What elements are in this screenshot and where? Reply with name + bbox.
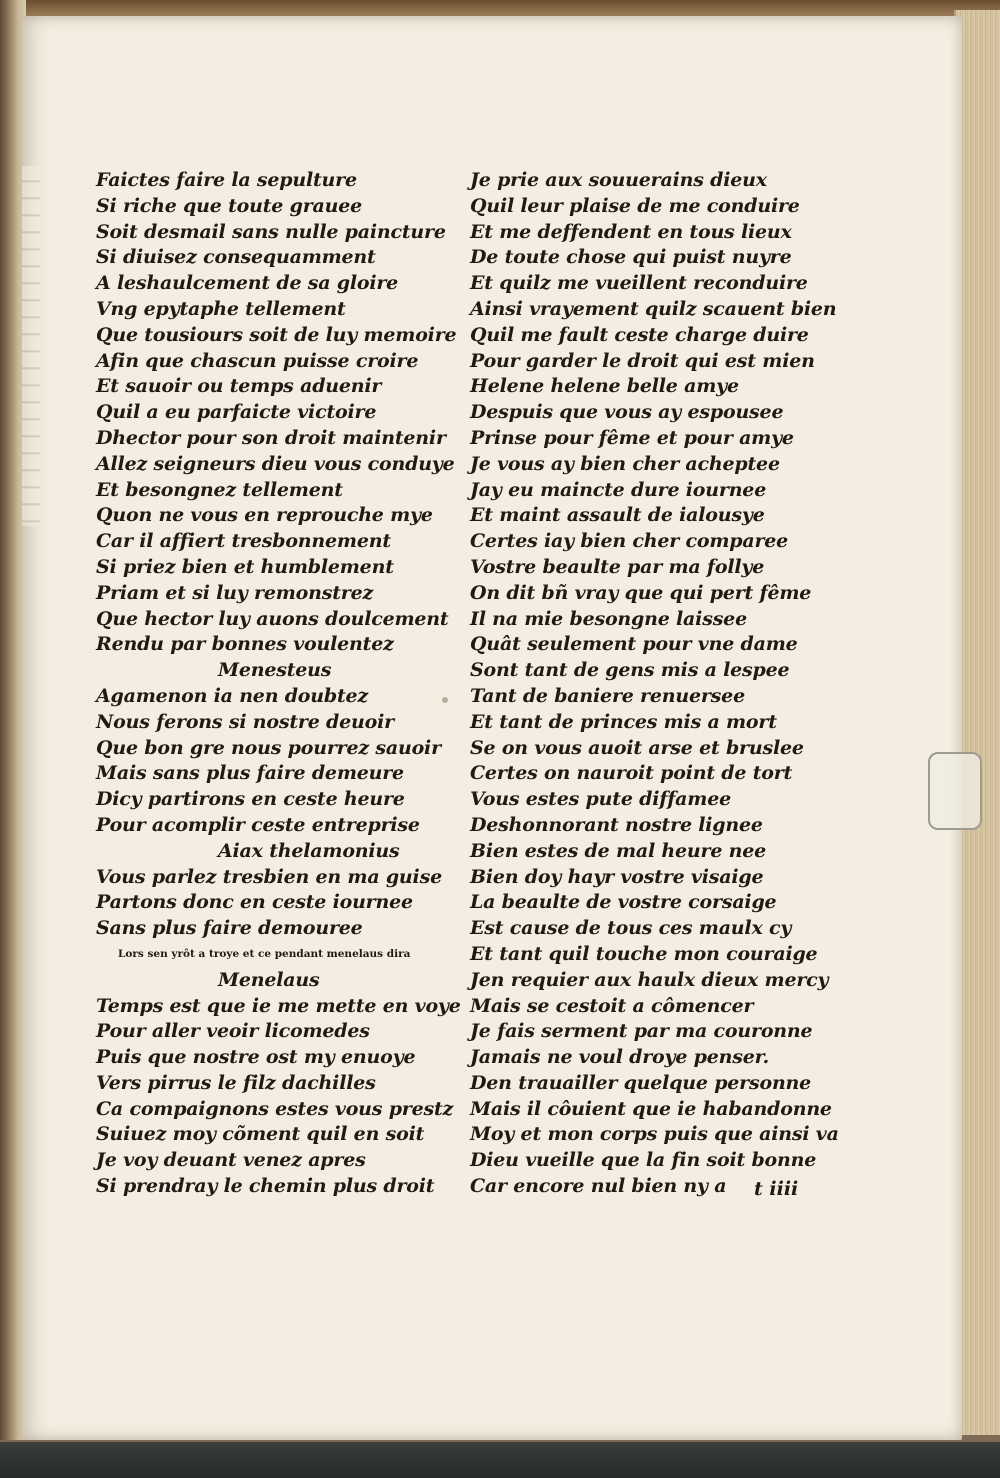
verse-line: Et me deffendent en tous lieux — [470, 220, 792, 243]
verse-line: Pour garder le droit qui est mien — [470, 349, 815, 372]
verse-line: Jamais ne voul droye penser. — [470, 1046, 770, 1069]
verse-line: Quil me fault ceste charge duire — [470, 323, 809, 346]
signature-mark: t iiii — [754, 1178, 799, 1200]
speaker-name: Menesteus — [218, 659, 332, 682]
verse-line: Quât seulement pour vne dame — [470, 633, 798, 656]
verse-line: Mais sans plus faire demeure — [96, 762, 404, 785]
verse-line: Et maint assault de ialousye — [470, 504, 765, 527]
verse-line: Certes on nauroit point de tort — [470, 762, 793, 785]
verse-line: Vous parlez tresbien en ma guise — [96, 865, 442, 888]
verse-line: Dieu vueille que la fin soit bonne — [470, 1149, 817, 1172]
verse-line: Vostre beaulte par ma follye — [470, 555, 765, 578]
verse-line: Jen requier aux haulx dieux mercy — [470, 968, 829, 991]
verse-line: Bien doy hayr vostre visaige — [470, 865, 764, 888]
verse-line: Si prendray le chemin plus droit — [96, 1175, 435, 1198]
verse-line: A leshaulcement de sa gloire — [96, 272, 399, 295]
verse-line: Que bon gre nous pourrez sauoir — [96, 736, 441, 759]
verse-line: Tant de baniere renuersee — [470, 684, 745, 707]
verse-line: Despuis que vous ay espousee — [470, 401, 784, 424]
verse-line: Ainsi vrayement quilz scauent bien — [470, 297, 837, 320]
verse-line: La beaulte de vostre corsaige — [470, 891, 777, 914]
verse-line: Prinse pour fême et pour amye — [470, 426, 794, 449]
verse-line: Soit desmail sans nulle paincture — [96, 220, 446, 243]
verse-line: Temps est que ie me mette en voye — [96, 994, 461, 1017]
verse-line: Ca compaignons estes vous prestz — [96, 1097, 454, 1120]
verse-line: De toute chose qui puist nuyre — [470, 246, 792, 269]
verse-line: Je voy deuant venez apres — [96, 1149, 366, 1172]
ink-spot — [442, 697, 448, 703]
verse-line: Faictes faire la sepulture — [96, 169, 357, 191]
verse-line: Den trauailler quelque personne — [470, 1071, 812, 1094]
verse-line: Jay eu maincte dure iournee — [470, 478, 767, 501]
verse-line: Et besongnez tellement — [96, 478, 343, 501]
verse-line: Priam et si luy remonstrez — [96, 581, 374, 604]
verse-line: Je fais serment par ma couronne — [470, 1020, 813, 1043]
verse-line: Pour aller veoir licomedes — [96, 1020, 370, 1043]
verse-line: Et tant quil touche mon couraige — [470, 942, 818, 965]
verse-line: Et sauoir ou temps aduenir — [96, 375, 382, 398]
verse-line: Partons donc en ceste iournee — [96, 891, 413, 914]
verse-line: Vng epytaphe tellement — [96, 297, 346, 320]
verse-line: Pour acomplir ceste entreprise — [96, 813, 420, 836]
verse-line: Allez seigneurs dieu vous conduye — [96, 452, 455, 475]
verse-line: Est cause de tous ces maulx cy — [470, 917, 792, 940]
verse-line: Moy et mon corps puis que ainsi va — [470, 1123, 839, 1146]
verse-line: Dhector pour son droit maintenir — [96, 426, 446, 449]
background-surface — [0, 1442, 1000, 1478]
verse-line: Et tant de princes mis a mort — [470, 710, 777, 733]
verse-line: Vous estes pute diffamee — [470, 788, 731, 811]
verse-line: Helene helene belle amye — [470, 375, 739, 398]
verse-line: Je vous ay bien cher acheptee — [470, 452, 780, 475]
verse-line: Certes iay bien cher comparee — [470, 530, 789, 553]
verse-line: Mais il côuient que ie habandonne — [470, 1097, 832, 1120]
verse-line: Afin que chascun puisse croire — [96, 349, 419, 372]
verse-line: Que tousiours soit de luy memoire — [96, 323, 457, 346]
verse-line: Quil a eu parfaicte victoire — [96, 401, 377, 424]
speaker-name: Aiax thelamonius — [218, 839, 400, 862]
verse-line: Rendu par bonnes voulentez — [96, 633, 394, 656]
bookmark-tab — [928, 752, 982, 830]
verse-line: Si riche que toute grauee — [96, 194, 363, 217]
verse-line: Sont tant de gens mis a lespee — [470, 659, 790, 682]
verse-line: Agamenon ia nen doubtez — [96, 684, 369, 707]
verse-line: Il na mie besongne laissee — [470, 607, 747, 630]
speaker-name: Menelaus — [218, 968, 320, 991]
verse-line: Je prie aux souuerains dieux — [470, 169, 767, 191]
verse-line: Quil leur plaise de me conduire — [470, 194, 800, 217]
verse-line: Mais se cestoit a cômencer — [470, 994, 754, 1017]
verse-line: Bien estes de mal heure nee — [470, 839, 767, 862]
verse-line: Deshonnorant nostre lignee — [470, 813, 763, 836]
left-text-column — [96, 168, 466, 1200]
verse-line: Sans plus faire demouree — [96, 917, 363, 940]
verse-line: Puis que nostre ost my enuoye — [96, 1046, 416, 1069]
bleed-through-text — [22, 166, 40, 526]
verse-line: Car encore nul bien ny a — [470, 1175, 727, 1198]
verse-line: Suiuez moy cõment quil en soit — [96, 1123, 425, 1146]
right-text-column — [470, 168, 839, 1200]
verse-line: Si diuisez consequamment — [96, 246, 376, 269]
verse-line: Se on vous auoit arse et bruslee — [470, 736, 804, 759]
stage-direction: Lors sen yrôt a troye et ce pendant menelaus dira — [118, 947, 411, 960]
verse-line: Quon ne vous en reprouche mye — [96, 504, 433, 527]
verse-line: Si priez bien et humblement — [96, 555, 394, 578]
verse-line: Car il affiert tresbonnement — [96, 530, 391, 553]
verse-line: Vers pirrus le filz dachilles — [96, 1071, 376, 1094]
verse-line: Dicy partirons en ceste heure — [96, 788, 405, 811]
verse-line: On dit bñ vray que qui pert fême — [470, 581, 812, 604]
verse-line: Et quilz me vueillent reconduire — [470, 272, 808, 295]
verse-line: Que hector luy auons doulcement — [96, 607, 449, 630]
verse-line: Nous ferons si nostre deuoir — [96, 710, 394, 733]
